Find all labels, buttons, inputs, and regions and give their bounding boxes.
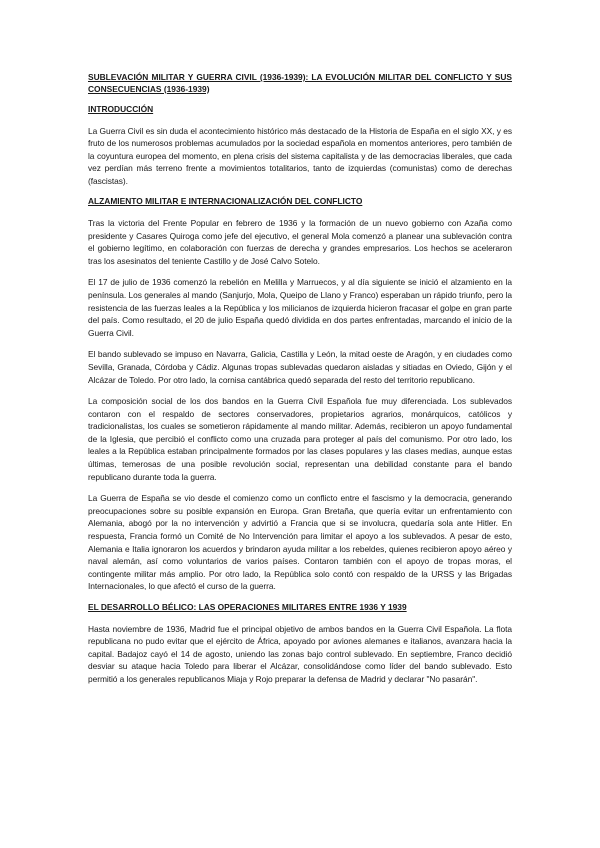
section-heading: INTRODUCCIÓN (88, 104, 154, 114)
paragraph: La composición social de los dos bandos en la Guerra Civil Española fue muy diferenciada. Los sublevados contaron con el respaldo de sectores conservadores, propietarios agrarios, monárquicos, católicos y tradicionalistas, los cuales se sometieron rápidamente al mando militar. Además, recibieron un apoyo fundamental de la Iglesia, que percibió el conflicto como una cruzada para proteger al país del comunismo. Por otro lado, los leales a la República estaban principalmente formados por las clases populares y las clases medias, aunque estas últimas, temerosas de una posible revolución social, representan una debilidad constante para el bando republicano durante toda la guerra. (88, 396, 512, 482)
section-introduccion (88, 104, 512, 187)
document-title: SUBLEVACIÓN MILITAR Y GUERRA CIVIL (1936-1939): LA EVOLUCIÓN MILITAR DEL CONFLICTO Y SUS CONSECUENCIAS (1936-1939) (88, 72, 512, 94)
section-alzamiento (88, 196, 512, 593)
paragraph: El 17 de julio de 1936 comenzó la rebelión en Melilla y Marruecos, y al día siguiente se inició el alzamiento en la península. Los generales al mando (Sanjurjo, Mola, Queipo de Llano y Franco) esperaban un rápido triunfo, pero la resistencia de las fuerzas leales a la República y los milicianos de izquierda hicieron fracasar el golpe en gran parte del país. Como resultado, el 20 de julio España quedó dividida en dos partes enfrentadas, marcando el inicio de la Guerra Civil. (88, 277, 512, 338)
paragraph: La Guerra Civil es sin duda el acontecimiento histórico más destacado de la Historia de España en el siglo XX, y es fruto de los numerosos problemas acumulados por la sociedad española en momentos anteriores, pero también de la coyuntura europea del momento, en plena crisis del sistema capitalista y de las democracias liberales, que cada vez perdían más terreno frente a movimientos totalitarios, tanto de izquierdas (comunistas) como de derechas (fascistas). (88, 125, 512, 186)
section-heading: EL DESARROLLO BÉLICO: LAS OPERACIONES MILITARES ENTRE 1936 Y 1939 (88, 602, 407, 612)
paragraph: Hasta noviembre de 1936, Madrid fue el principal objetivo de ambos bandos en la Guerra Civil Española. La flota republicana no pudo evitar que el ejército de África, apoyado por aviones alemanes e italianos, avanzara hacia la capital. Badajoz cayó el 14 de agosto, uniendo las zonas bajo control sublevado. En septiembre, Franco decidió desviar su ataque hacia Toledo para liberar el Alcázar, consolidándose como líder del bando sublevado. Esto permitió a los generales republicanos Miaja y Rojo preparar la defensa de Madrid y declarar "No pasarán". (88, 623, 512, 684)
section-desarrollo-belico (88, 602, 512, 685)
paragraph: La Guerra de España se vio desde el comienzo como un conflicto entre el fascismo y la democracia, generando preocupaciones sobre su posible expansión en Europa. Gran Bretaña, que quería evitar un enfrentamiento con Alemania, abogó por la no intervención y advirtió a Francia que si se involucra, quedaría sola ante Hitler. En respuesta, Francia formó un Comité de No Intervención para limitar el apoyo a los sublevados. A pesar de esto, Alemania e Italia ignoraron los acuerdos y brindaron ayuda militar a los rebeldes, quienes recibieron apoyo aéreo y naval alemán, así como voluntarios de varios países. Contaron también con el apoyo de tropas moras, el contingente militar más amplio. Por otro lado, la República solo contó con respaldo de la URSS y las Brigadas Internacionales, lo que afectó el curso de la guerra. (88, 493, 512, 592)
paragraph: Tras la victoria del Frente Popular en febrero de 1936 y la formación de un nuevo gobierno con Azaña como presidente y Casares Quiroga como jefe del ejecutivo, el general Mola comenzó a planear una sublevación contra el gobierno legítimo, en colaboración con fuerzas de derecha y grandes empresarios. Los hechos se aceleraron tras los asesinatos del teniente Castillo y de José Calvo Sotelo. (88, 217, 512, 266)
section-heading: ALZAMIENTO MILITAR E INTERNACIONALIZACIÓN DEL CONFLICTO (88, 196, 363, 207)
paragraph: El bando sublevado se impuso en Navarra, Galicia, Castilla y León, la mitad oeste de Aragón, y en ciudades como Sevilla, Granada, Córdoba y Cádiz. Algunas tropas sublevadas quedaron aisladas y sitiadas en Oviedo, Gijón y el Alcázar de Toledo. Por otro lado, la cornisa cantábrica quedó separada del resto del territorio republicano. (88, 349, 512, 385)
